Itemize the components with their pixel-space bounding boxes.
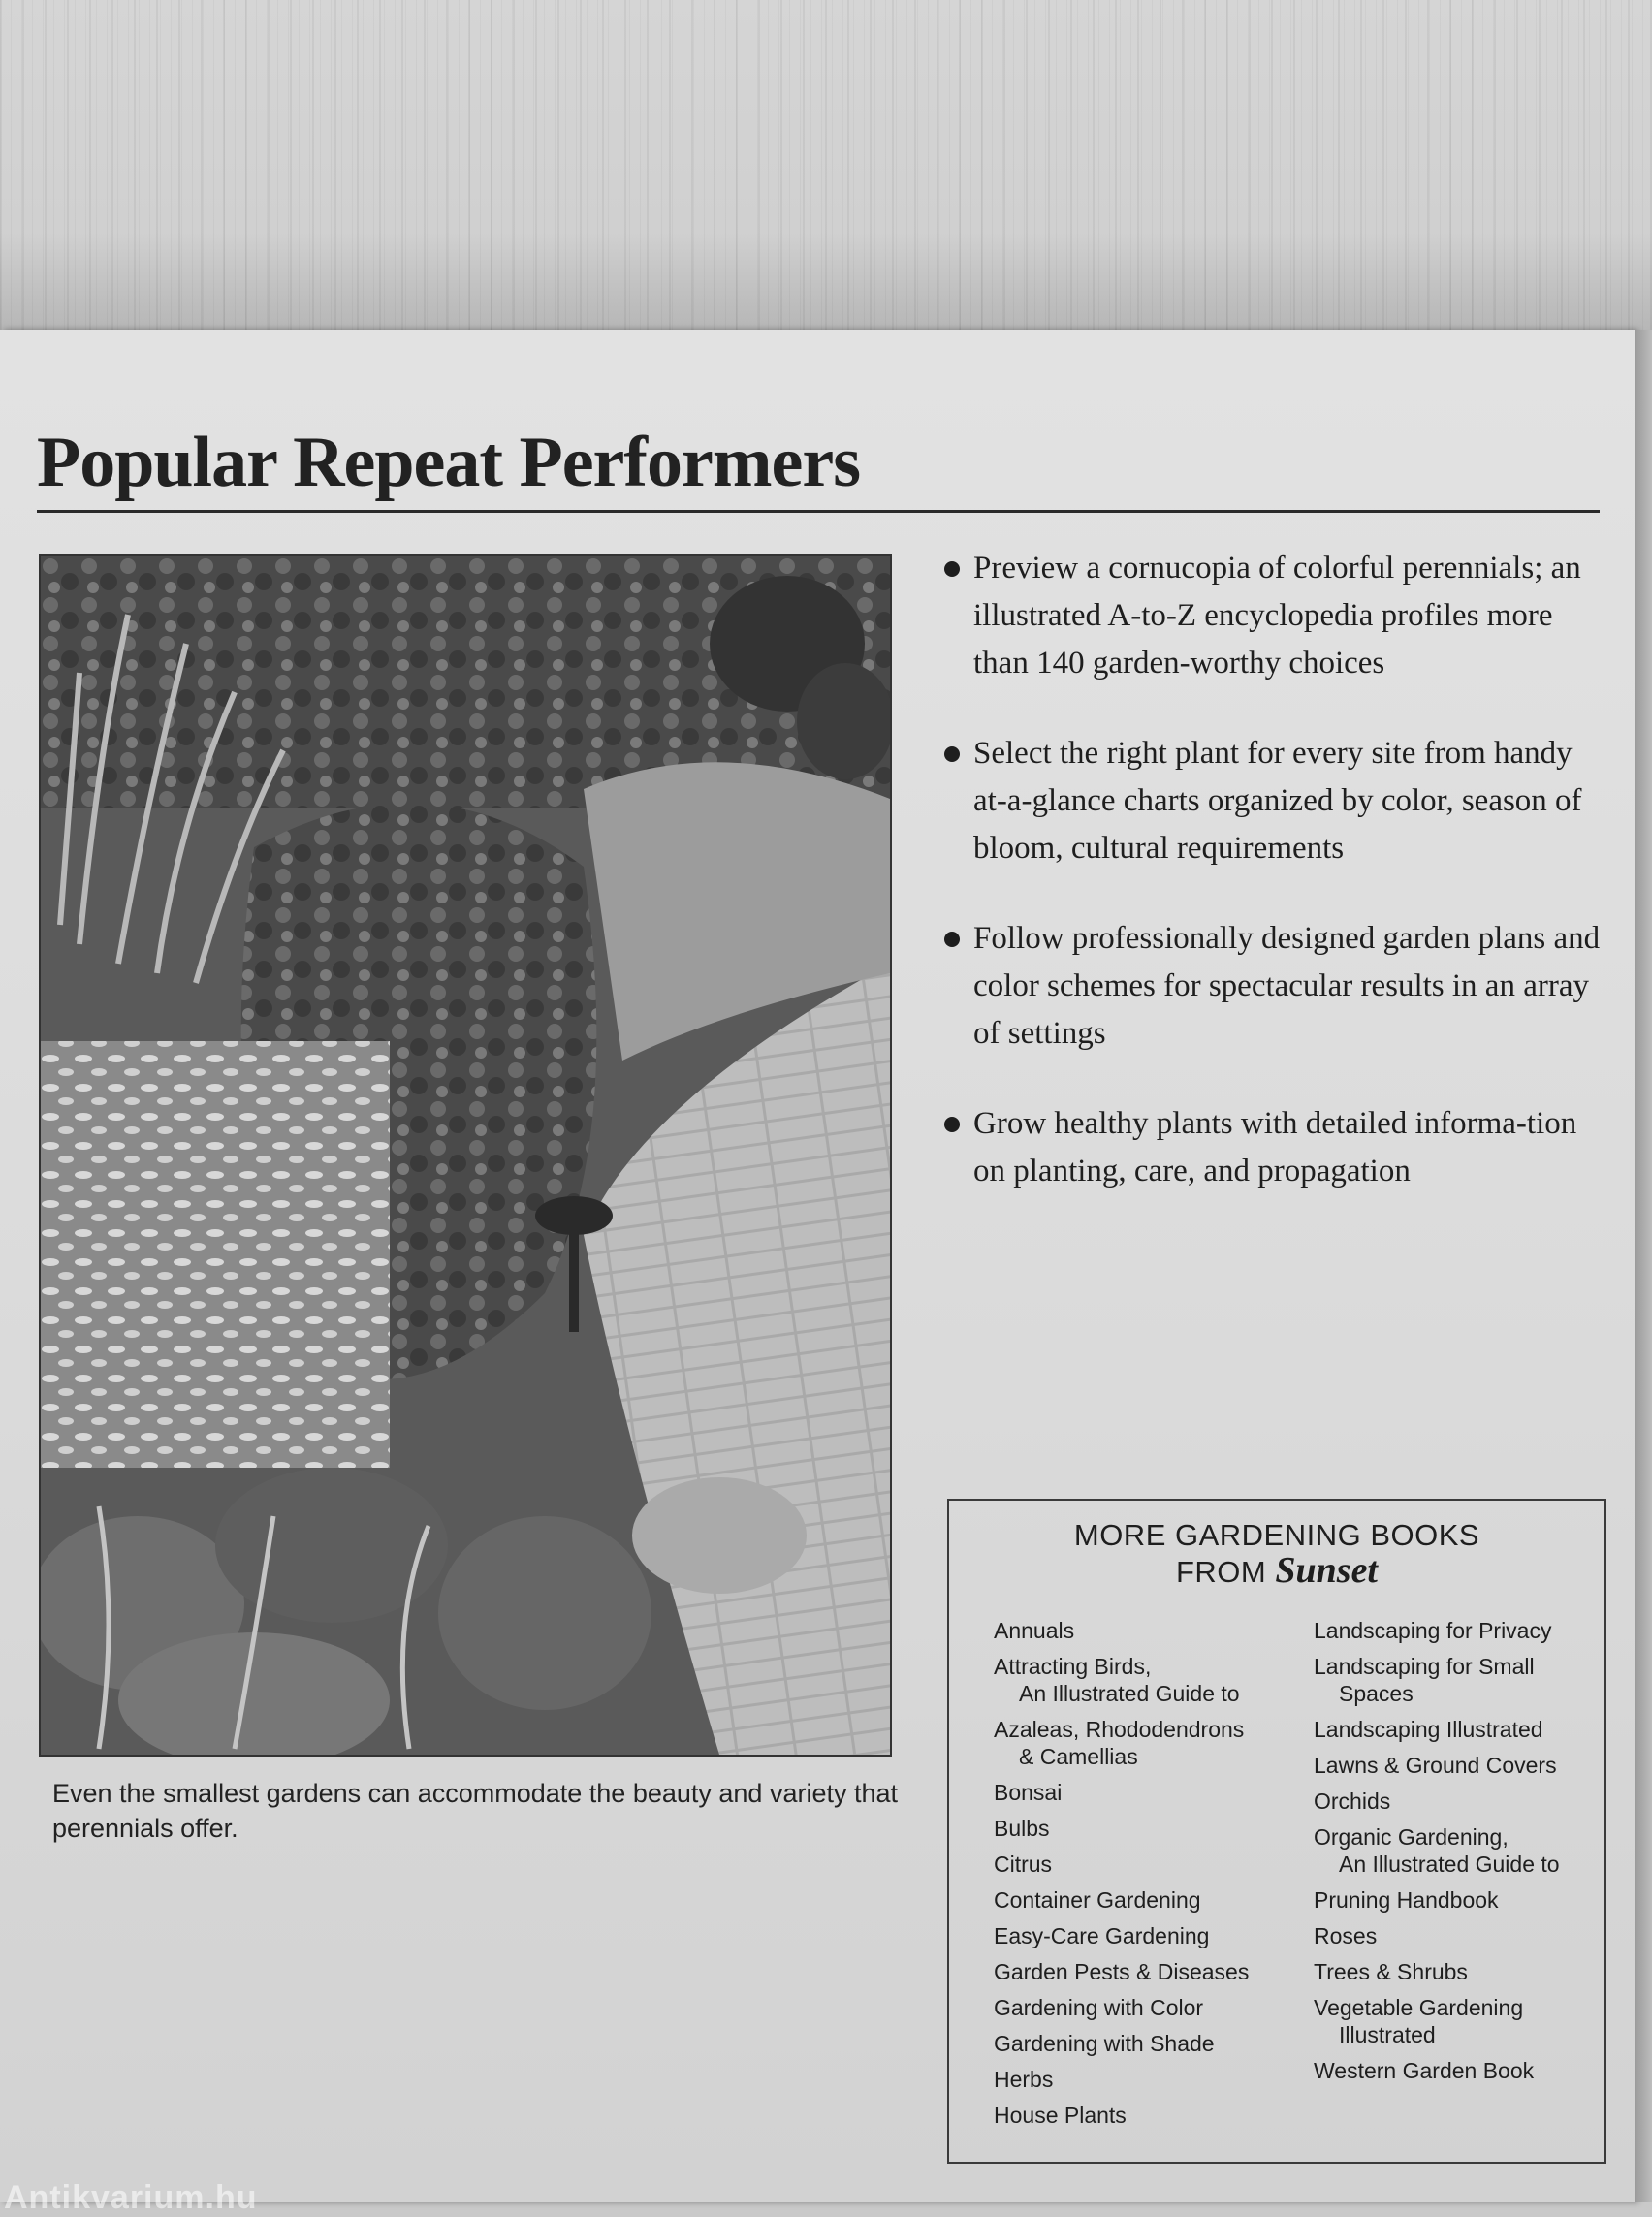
book-title: Trees & Shrubs — [1314, 1959, 1468, 1984]
book-title-item — [994, 1958, 1304, 1985]
book-subtitle: An Illustrated Guide to — [1339, 1852, 1560, 1877]
bullet-dot-icon — [944, 746, 960, 762]
watermark: Antikvarium.hu — [4, 2179, 258, 2216]
page-headline: Popular Repeat Performers — [37, 423, 861, 502]
book-title-item — [1314, 1994, 1604, 2048]
more-books-title-line2 — [949, 1550, 1604, 1591]
book-title-item — [994, 2102, 1304, 2129]
book-title: Landscaping for Privacy — [1314, 1618, 1552, 1643]
feature-bullet-text: Follow professionally designed garden plans and color schemes for spectacular results in an array of settings — [973, 921, 1601, 1051]
bullet-dot-icon — [944, 561, 960, 577]
feature-bullet-text: Preview a cornucopia of colorful perennials; an illustrated A-to-Z encyclopedia profiles more than 140 garden-worthy choices — [973, 551, 1581, 681]
book-title: Western Garden Book — [1314, 2058, 1535, 2083]
book-title: Gardening with Shade — [994, 2031, 1215, 2056]
more-books-from: FROM — [1175, 1555, 1267, 1589]
book-title-item — [994, 1851, 1304, 1878]
feature-bullet — [940, 730, 1609, 872]
book-subtitle: Illustrated — [1339, 2022, 1436, 2047]
sunset-logo: Sunset — [1275, 1550, 1378, 1591]
book-title: Landscaping for Small — [1314, 1654, 1535, 1679]
book-title: Gardening with Color — [994, 1995, 1204, 2020]
bullet-dot-icon — [944, 932, 960, 947]
book-title-item — [994, 1653, 1304, 1707]
book-title-item — [1314, 1716, 1604, 1743]
more-books-title-line1: MORE GARDENING BOOKS — [1073, 1518, 1480, 1552]
feature-bullet-text: Select the right plant for every site from handy at-a-glance charts organized by color, season of bloom, cultural requirements — [973, 736, 1582, 866]
book-title: Roses — [1314, 1923, 1378, 1948]
headline-rule — [37, 510, 1600, 513]
book-title: Citrus — [994, 1852, 1053, 1877]
book-title: Orchids — [1314, 1789, 1391, 1814]
book-title-item — [994, 1994, 1304, 2021]
book-title-item — [994, 1779, 1304, 1806]
book-title: Attracting Birds, — [994, 1654, 1152, 1679]
book-title-item — [1314, 1752, 1604, 1779]
book-title-item — [994, 2030, 1304, 2057]
book-title: Container Gardening — [994, 1887, 1201, 1913]
more-books-title — [949, 1518, 1604, 1590]
book-subtitle: Spaces — [1339, 1681, 1414, 1706]
book-title: Bonsai — [994, 1780, 1063, 1805]
book-title-item — [994, 1815, 1304, 1842]
books-list-right — [1314, 1617, 1604, 2093]
book-title-item — [1314, 1958, 1604, 1985]
book-title-item — [994, 1886, 1304, 1914]
feature-bullet-list — [940, 545, 1609, 1238]
feature-bullet — [940, 545, 1609, 687]
book-title: Annuals — [994, 1618, 1075, 1643]
book-subtitle: & Camellias — [1019, 1744, 1138, 1769]
book-subtitle: An Illustrated Guide to — [1019, 1681, 1240, 1706]
photo-caption: Even the smallest gardens can accommodate the beauty and variety that perennials offer. — [52, 1779, 899, 1843]
book-title: Easy-Care Gardening — [994, 1923, 1210, 1948]
book-title-item — [994, 1922, 1304, 1949]
book-title: Herbs — [994, 2067, 1054, 2092]
feature-bullet — [940, 915, 1609, 1058]
book-title-item — [1314, 1922, 1604, 1949]
book-title: House Plants — [994, 2103, 1127, 2128]
book-title-item — [1314, 1617, 1604, 1644]
wallpaper-background — [0, 0, 1652, 332]
book-title: Bulbs — [994, 1816, 1050, 1841]
book-title-item — [994, 1716, 1304, 1770]
book-title: Organic Gardening, — [1314, 1824, 1509, 1850]
book-title-item — [1314, 1788, 1604, 1815]
book-title-item — [1314, 1653, 1604, 1707]
bullet-dot-icon — [944, 1117, 960, 1132]
book-title: Landscaping Illustrated — [1314, 1717, 1543, 1742]
books-list-left — [994, 1617, 1304, 2138]
feature-bullet — [940, 1100, 1609, 1195]
book-title-item — [1314, 1886, 1604, 1914]
book-title-item — [994, 1617, 1304, 1644]
book-title: Lawns & Ground Covers — [1314, 1753, 1557, 1778]
book-title: Pruning Handbook — [1314, 1887, 1499, 1913]
book-spine-edge — [1635, 330, 1652, 2202]
feature-bullet-text: Grow healthy plants with detailed informa-tion on planting, care, and propagation — [973, 1106, 1577, 1188]
book-title: Garden Pests & Diseases — [994, 1959, 1250, 1984]
book-title-item — [1314, 2057, 1604, 2084]
book-title: Vegetable Gardening — [1314, 1995, 1524, 2020]
more-books-box — [947, 1499, 1606, 2164]
book-title-item — [994, 2066, 1304, 2093]
book-title: Azaleas, Rhododendrons — [994, 1717, 1245, 1742]
garden-photo — [39, 554, 892, 1757]
book-title-item — [1314, 1823, 1604, 1878]
